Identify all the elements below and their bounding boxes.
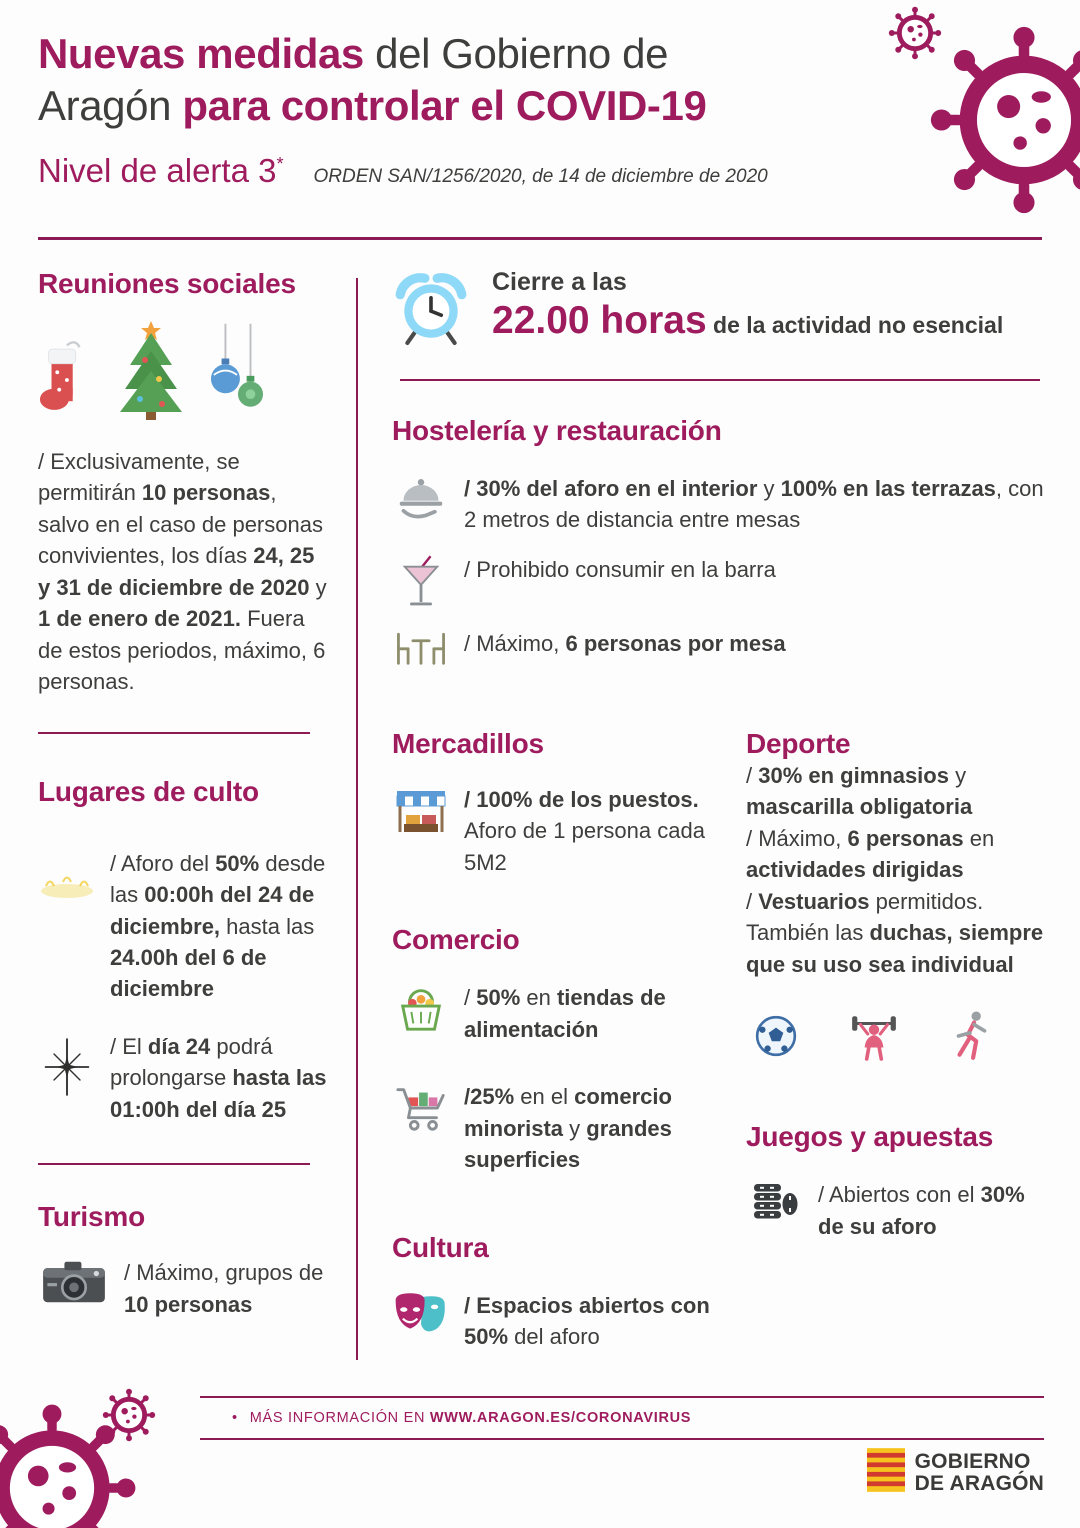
food-basket-icon (392, 982, 450, 1034)
turismo-item (38, 1257, 332, 1320)
hosteleria-item-barra (392, 554, 1044, 610)
left-divider-1 (38, 732, 310, 734)
cultura-item-text: / Espacios abiertos con 50% del aforo (464, 1292, 710, 1349)
mercadillos-item (392, 784, 710, 878)
section-heading: Cultura (392, 1231, 489, 1263)
alert-level-label: Nivel de alerta 3* (38, 152, 284, 190)
christmas-icons-row (38, 324, 332, 426)
poker-chips-icon (746, 1179, 804, 1223)
deporte-item-text: / 30% en gimnasios y mascarilla obligatoria (746, 762, 973, 820)
virus-icon (0, 1402, 138, 1528)
closure-banner (392, 268, 1044, 351)
section-cultura (392, 1232, 710, 1353)
left-column (38, 268, 332, 1320)
juegos-item-text: / Abiertos con el 30% de su aforo (818, 1182, 1025, 1239)
section-heading: Lugares de culto (38, 775, 259, 807)
closure-line-1: Cierre a las (492, 268, 627, 296)
logo-line-1: GOBIERNO (914, 1449, 1031, 1473)
header (38, 28, 878, 190)
section-lugares-de-culto (38, 776, 332, 1126)
deporte-item-text: / Vestuarios permitidos. También las duchas, siempre que su uso sea individual (746, 888, 1044, 977)
hosteleria-item-aforo (392, 473, 1044, 536)
comercio-item-text: / 50% en tiendas de alimentación (464, 985, 666, 1042)
header-divider (38, 237, 1042, 240)
left-divider-2 (38, 1163, 310, 1165)
section-comercio (392, 924, 710, 1175)
comercio-item-alimentacion (392, 982, 710, 1045)
order-reference: ORDEN SAN/1256/2020, de 14 de diciembre de 2020 (313, 166, 768, 188)
section-heading: Turismo (38, 1201, 145, 1233)
section-heading: Reuniones sociales (38, 268, 296, 299)
logo-line-2: DE ARAGÓN (914, 1471, 1044, 1495)
section-juegos (746, 1121, 1044, 1242)
section-deporte (746, 728, 1044, 1067)
gobierno-aragon-logo (867, 1448, 1044, 1497)
candles-icon (38, 874, 96, 900)
cultura-item (392, 1290, 710, 1353)
hosteleria-item-text: / 30% del aforo en el interior y 100% en las terrazas, con 2 metros de distancia entre mesas (464, 476, 1044, 533)
christmas-ornaments-icon (210, 323, 264, 426)
section-reuniones-sociales (38, 268, 332, 698)
christmas-tree-icon (116, 319, 186, 426)
section-heading: Comercio (392, 924, 520, 956)
title-line-2: Aragón para controlar el COVID-19 (38, 82, 707, 130)
market-stall-icon (392, 784, 450, 838)
weightlifting-icon (850, 1011, 898, 1066)
sports-icons-row (754, 1010, 1044, 1067)
section-heading: Deporte (746, 727, 851, 759)
culto-item-text: / El día 24 podrá prolongarse hasta las 01:00h del día 25 (110, 1033, 327, 1122)
section-hosteleria (392, 415, 1044, 668)
hosteleria-item-text: / Prohibido consumir en la barra (464, 556, 776, 582)
middle-column (392, 728, 710, 1353)
deporte-item-text: / Máximo, 6 personas en actividades dirigidas (746, 825, 995, 883)
culto-item-text: / Aforo del 50% desde las 00:00h del 24 de diciembre, hasta las 24.00h del 6 de diciembre (110, 850, 326, 1002)
page-title (38, 28, 878, 132)
hosteleria-item-mesa (392, 628, 1044, 668)
hosteleria-item-text: / Máximo, 6 personas por mesa (464, 630, 786, 656)
title-line-1: Nuevas medidas del Gobierno de (38, 30, 669, 77)
christmas-stocking-icon (38, 339, 92, 426)
section-heading: Juegos y apuestas (746, 1121, 994, 1153)
serving-dish-icon (392, 473, 450, 521)
footer-info-bar (200, 1396, 1044, 1440)
section-heading: Hostelería y restauración (392, 415, 722, 446)
virus-icon (928, 24, 1080, 216)
right-area (392, 268, 1044, 1352)
table-chairs-icon (392, 628, 450, 668)
section-mercadillos (392, 728, 710, 878)
culto-item-aforo (38, 848, 332, 1005)
running-icon (950, 1010, 992, 1067)
section-turismo (38, 1201, 332, 1320)
right-divider (400, 379, 1040, 381)
shopping-cart-icon (392, 1081, 450, 1135)
turismo-item-text: / Máximo, grupos de 10 personas (124, 1260, 324, 1317)
cocktail-icon (392, 554, 450, 610)
reuniones-body: / Exclusivamente, se permitirán 10 personas, salvo en el caso de personas convivientes, los días 24, 25 y 31 de diciembre de 2020 y 1 de enero de 2021. Fuera de estos periodos, máximo, 6 personas. (38, 449, 327, 695)
comercio-item-text: /25% en el comercio minorista y grandes superficies (464, 1084, 672, 1173)
footer-info-text: MÁS INFORMACIÓN EN WWW.ARAGON.ES/CORONAVIRUS (249, 1410, 692, 1426)
star-icon (38, 1037, 96, 1097)
alarm-clock-icon (392, 268, 470, 351)
vertical-divider (356, 278, 358, 1360)
camera-icon (38, 1257, 110, 1307)
closure-line-2: 22.00 horas de la actividad no esencial (492, 299, 1004, 342)
comercio-item-minorista (392, 1081, 710, 1175)
right-column (746, 728, 1044, 1353)
logo-text (915, 1451, 1044, 1495)
mercadillos-item-text: / 100% de los puestos. Aforo de 1 persona cada 5M2 (464, 786, 705, 875)
juegos-item (746, 1179, 1044, 1242)
soccer-ball-icon (754, 1014, 798, 1063)
section-heading: Mercadillos (392, 727, 544, 759)
aragon-flag-icon (867, 1448, 905, 1497)
theater-masks-icon (392, 1290, 450, 1340)
bullet: • (232, 1410, 238, 1426)
culto-item-dia24 (38, 1031, 332, 1125)
